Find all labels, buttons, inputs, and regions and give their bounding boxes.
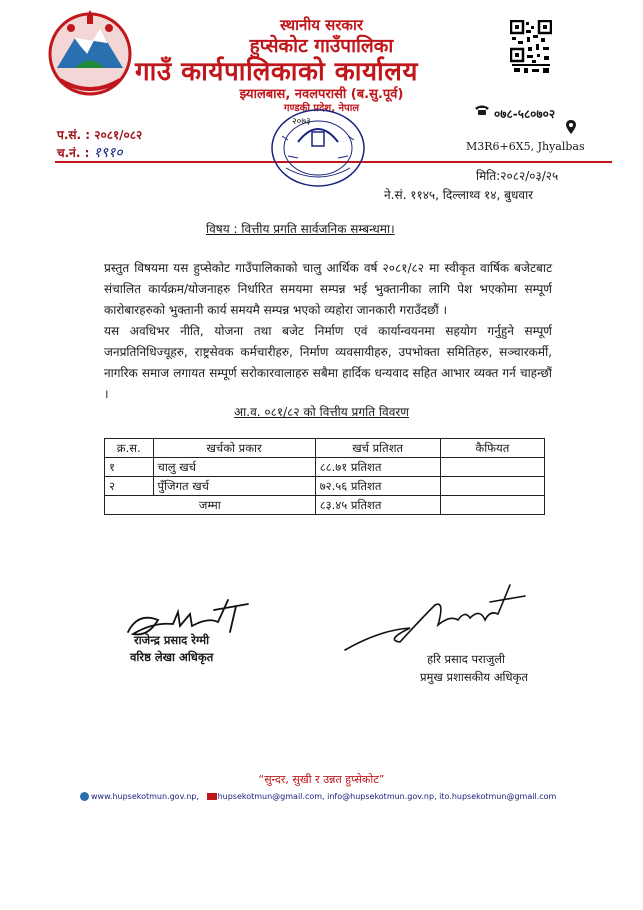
mail-icon (207, 793, 217, 800)
signature-right (340, 580, 530, 660)
table-total-row (105, 496, 545, 515)
col-header-expense-type: खर्चको प्रकार (153, 439, 315, 458)
right-signatory-name: हरि प्रसाद पराजुली (427, 652, 506, 666)
qr-code-icon (510, 20, 552, 75)
stamp-year: २०७३ (292, 117, 311, 127)
dispatch-number (57, 143, 123, 162)
phone-number: ०७८-५८०७०२ (494, 107, 556, 121)
cell-remarks (440, 458, 544, 477)
reference-label: प.सं. : (57, 128, 91, 142)
header-local-government: स्थानीय सरकार (280, 16, 363, 34)
footer-website[interactable]: www.hupsekotmun.gov.np, (91, 792, 199, 801)
cell-expense-type: पुँजिगत खर्च (153, 477, 315, 496)
phone-icon (474, 104, 490, 116)
footer-contacts (80, 792, 580, 801)
globe-icon (80, 792, 89, 801)
right-signatory-title: प्रमुख प्रशासकीय अधिकृत (420, 670, 528, 684)
plus-code: M3R6+6X5, Jhyalbas (466, 140, 585, 153)
footer-email-1[interactable]: hupsekotmun@gmail.com, (217, 792, 325, 801)
reference-value: २०८१/०८२ (94, 128, 143, 142)
table-header-row (105, 439, 545, 458)
cell-total-remarks (440, 496, 544, 515)
col-header-remarks: कैफियत (440, 439, 544, 458)
left-signatory-title: वरिष्ठ लेखा अधिकृत (130, 650, 214, 664)
table-row (105, 458, 545, 477)
col-header-sn: क्र.स. (105, 439, 154, 458)
footer-email-3[interactable]: ito.hupsekotmun@gmail.com (439, 792, 557, 801)
cell-expense-percent: ८८.७१ प्रतिशत (315, 458, 440, 477)
office-stamp-icon (268, 106, 368, 190)
header-province: गण्डकी प्रदेश, नेपाल (283, 103, 360, 114)
cell-total-label: जम्मा (105, 496, 316, 515)
letter-subject: विषय : वित्तीय प्रगति सार्वजनिक सम्बन्धमा। (206, 222, 395, 236)
cell-sn: १ (105, 458, 154, 477)
header-address: झ्यालबास, नवलपरासी (ब.सु.पूर्व) (239, 87, 404, 102)
letter-date: मिति:२०८२/०३/२५ (476, 169, 559, 183)
location-pin-icon (566, 120, 576, 134)
cell-total-value: ८३.४५ प्रतिशत (315, 496, 440, 515)
cell-expense-percent: ७२.५६ प्रतिशत (315, 477, 440, 496)
header-municipality-name: हुप्सेकोट गाउँपालिका (249, 35, 394, 57)
left-signatory-name: राजेन्द्र प्रसाद रेग्मी (134, 633, 210, 647)
cell-sn: २ (105, 477, 154, 496)
financial-progress-table (104, 438, 545, 515)
dispatch-value: १९१० (93, 145, 123, 161)
table-title: आ.व. ०८१/८२ को वित्तीय प्रगति विवरण (234, 405, 409, 419)
header-office-name: गाउँ कार्यपालिकाको कार्यालय (135, 57, 418, 87)
footer-slogan: “सुन्दर, सुखी र उन्नत हुप्सेकोट” (258, 773, 385, 786)
dispatch-label: च.नं. : (57, 146, 90, 160)
table-row (105, 477, 545, 496)
nepal-sambat-date: ने.सं. ११४५, दिल्लाथ्व १४, बुधवार (384, 188, 534, 202)
body-paragraph-1: प्रस्तुत विषयमा यस हुप्सेकोट गाउँपालिकाको चालु आर्थिक वर्ष २०८१/८२ मा स्वीकृत वार्षिक बजेटबाट संचालित कार्यक्रम/योजनाहरु निर्धारित समयमा सम्पन्न भई भुक्तानीका लागि पेश भएकोमा सम्पूर्ण कारोबारहरुको भुक्तानी कार्य समयमै सम्पन्न भएको व्यहोरा जानकारी गराउँदछौं । (104, 261, 552, 317)
col-header-expense-percent: खर्च प्रतिशत (315, 439, 440, 458)
cell-expense-type: चालु खर्च (153, 458, 315, 477)
reference-number (57, 126, 142, 143)
cell-remarks (440, 477, 544, 496)
body-paragraph-2: यस अवधिभर नीति, योजना तथा बजेट निर्माण एवं कार्यान्वयनमा सहयोग गर्नुहुने सम्पूर्ण जनप्रतिनिधिज्यूहरु, राष्ट्रसेवक कर्मचारीहरु, निर्माण व्यवसायीहरु, उपभोक्ता समितिहरु, सञ्चारकर्मी, नागरिक समाज लगायत सम्पूर्ण सरोकारवालाहरु सबैमा हार्दिक धन्यवाद सहित आभार व्यक्त गर्न चाहन्छौं । (104, 324, 552, 401)
footer-email-2[interactable]: info@hupsekotmun.gov.np, (327, 792, 437, 801)
